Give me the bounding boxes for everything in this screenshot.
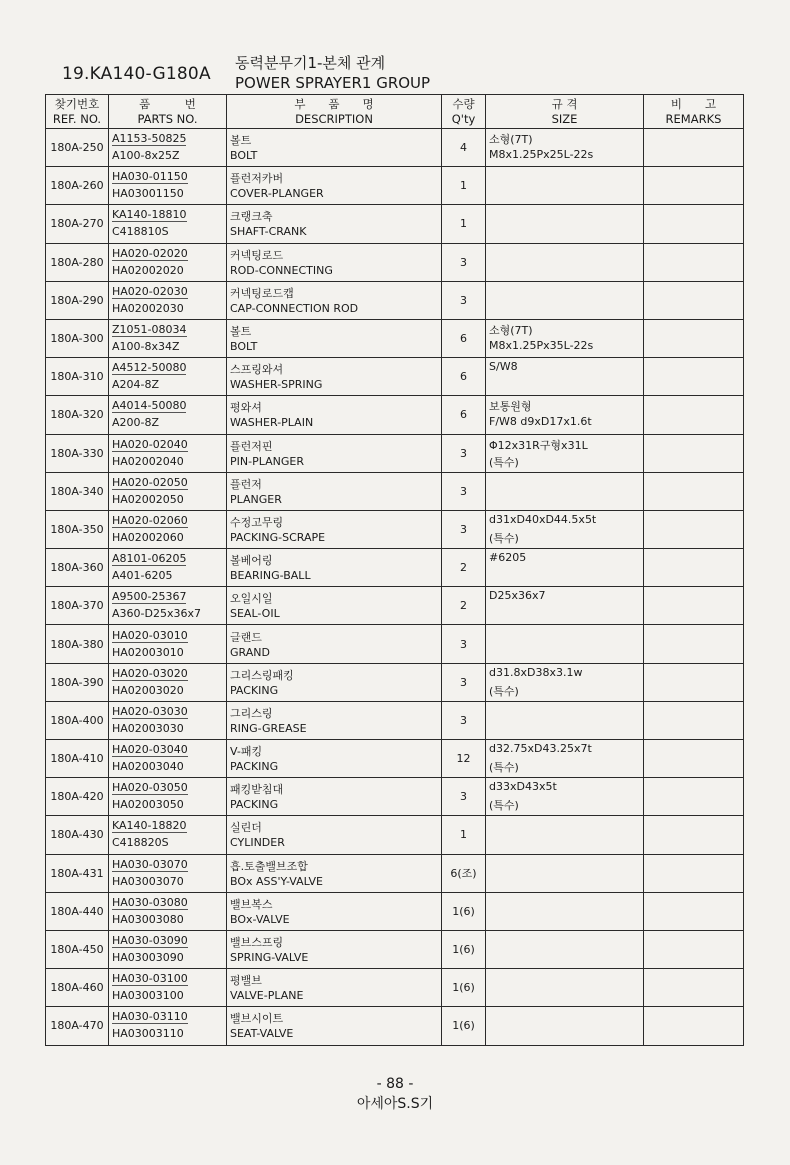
- description-english: PACKING: [230, 683, 279, 697]
- part-number-secondary: HA02003010: [112, 645, 184, 659]
- remarks: [644, 778, 744, 816]
- size: [486, 663, 644, 701]
- company-name: 아세아S.S기: [356, 1096, 434, 1112]
- ref-number: 180A-400: [46, 701, 109, 739]
- part-number: [109, 854, 227, 892]
- description-english: PACKING: [230, 798, 279, 812]
- part-number-primary: A4014-50080: [112, 399, 187, 413]
- table-row: [46, 740, 744, 778]
- part-number: [109, 625, 227, 663]
- description-english: CAP-CONNECTION ROD: [230, 301, 359, 315]
- quantity: 3: [442, 510, 486, 548]
- quantity: 1(6): [442, 930, 486, 968]
- column-header-quantity: 수량 Q'ty: [442, 95, 486, 129]
- part-number: [109, 587, 227, 625]
- size: [486, 129, 644, 167]
- quantity: 3: [442, 472, 486, 510]
- description: [227, 816, 442, 854]
- size: [486, 854, 644, 892]
- description-korean: 실린더: [230, 821, 262, 835]
- description-english: BOLT: [230, 149, 258, 163]
- size-line-1: 보통원형: [489, 400, 532, 414]
- part-number-secondary: A100-8x25Z: [112, 149, 180, 163]
- description-english: PACKING: [230, 760, 279, 774]
- remarks: [644, 396, 744, 434]
- part-number-primary: HA020-03040: [112, 743, 188, 757]
- part-number-primary: HA030-01150: [112, 170, 188, 184]
- description-korean: 볼트: [230, 134, 252, 148]
- part-number: [109, 816, 227, 854]
- table-row: [46, 663, 744, 701]
- table-row: [46, 396, 744, 434]
- part-number-primary: KA140-18810: [112, 208, 187, 222]
- remarks: [644, 854, 744, 892]
- description: [227, 778, 442, 816]
- description-korean: 그리스링패킹: [230, 668, 294, 682]
- ref-number: 180A-280: [46, 243, 109, 281]
- ref-number: 180A-320: [46, 396, 109, 434]
- size-line-2: (특수): [489, 761, 519, 775]
- part-number: [109, 281, 227, 319]
- part-number-secondary: HA02003020: [112, 683, 184, 697]
- description: [227, 319, 442, 357]
- description-korean: 그리스링: [230, 706, 273, 720]
- quantity: 3: [442, 663, 486, 701]
- column-header-size: 규 격 SIZE: [486, 95, 644, 129]
- description: [227, 358, 442, 396]
- description-english: WASHER-SPRING: [230, 378, 323, 392]
- remarks: [644, 243, 744, 281]
- quantity: 3: [442, 701, 486, 739]
- size: [486, 243, 644, 281]
- part-number-secondary: A401-6205: [112, 569, 173, 583]
- table-row: [46, 434, 744, 472]
- part-number: [109, 892, 227, 930]
- description-english: SHAFT-CRANK: [230, 225, 307, 239]
- part-number-primary: HA030-03110: [112, 1010, 188, 1024]
- quantity: 6: [442, 396, 486, 434]
- part-number-secondary: HA02003030: [112, 721, 184, 735]
- description: [227, 892, 442, 930]
- part-number: [109, 549, 227, 587]
- part-number: [109, 243, 227, 281]
- description: [227, 434, 442, 472]
- size: [486, 701, 644, 739]
- size: [486, 281, 644, 319]
- ref-number: 180A-410: [46, 740, 109, 778]
- description-english: PLANGER: [230, 492, 282, 506]
- table-row: [46, 930, 744, 968]
- quantity: 2: [442, 587, 486, 625]
- part-number-primary: HA020-02020: [112, 246, 188, 260]
- quantity: 3: [442, 243, 486, 281]
- size: [486, 778, 644, 816]
- table-row: [46, 549, 744, 587]
- part-number-primary: KA140-18820: [112, 819, 187, 833]
- size: [486, 549, 644, 587]
- size: [486, 1007, 644, 1045]
- part-number-primary: HA020-02050: [112, 475, 188, 489]
- size-line-2: (특수): [489, 455, 519, 469]
- size-line-1: D25x36x7: [489, 589, 546, 603]
- quantity: 1: [442, 816, 486, 854]
- remarks: [644, 129, 744, 167]
- group-title-korean: 동력분무기1-본체 관계: [235, 54, 386, 72]
- ref-number: 180A-390: [46, 663, 109, 701]
- description-english: VALVE-PLANE: [230, 989, 304, 1003]
- quantity: 1: [442, 167, 486, 205]
- table-row: [46, 587, 744, 625]
- part-number-primary: Z1051-08034: [112, 323, 187, 337]
- description-english: BEARING-BALL: [230, 569, 311, 583]
- part-number: [109, 205, 227, 243]
- size: [486, 510, 644, 548]
- size-line-1: S/W8: [489, 360, 518, 374]
- description-english: PIN-PLANGER: [230, 454, 304, 468]
- remarks: [644, 625, 744, 663]
- remarks: [644, 587, 744, 625]
- description: [227, 396, 442, 434]
- size: [486, 358, 644, 396]
- part-number: [109, 319, 227, 357]
- table-row: [46, 892, 744, 930]
- remarks: [644, 472, 744, 510]
- table-row: [46, 701, 744, 739]
- part-number: [109, 472, 227, 510]
- size-line-2: F/W8 d9xD17x1.6t: [489, 415, 592, 429]
- description: [227, 663, 442, 701]
- ref-number: 180A-360: [46, 549, 109, 587]
- part-number-primary: HA020-03050: [112, 781, 188, 795]
- part-number-secondary: C418820S: [112, 836, 169, 850]
- part-number: [109, 396, 227, 434]
- part-number-primary: HA020-02030: [112, 284, 188, 298]
- description-korean: 플런저핀: [230, 439, 273, 453]
- description-english: BOx-VALVE: [230, 912, 290, 926]
- remarks: [644, 549, 744, 587]
- part-number: [109, 1007, 227, 1045]
- ref-number: 180A-380: [46, 625, 109, 663]
- quantity: 4: [442, 129, 486, 167]
- part-number-primary: A1153-50825: [112, 132, 187, 146]
- table-row: [46, 1007, 744, 1045]
- remarks: [644, 892, 744, 930]
- column-header-part-number: 품 번 PARTS NO.: [109, 95, 227, 129]
- part-number-secondary: A100-8x34Z: [112, 340, 180, 354]
- description-korean: 글랜드: [230, 630, 262, 644]
- description-korean: 플런저: [230, 477, 262, 491]
- part-number-secondary: A204-8Z: [112, 378, 160, 392]
- description-english: PACKING-SCRAPE: [230, 530, 326, 544]
- ref-number: 180A-340: [46, 472, 109, 510]
- size: [486, 892, 644, 930]
- page-footer: [0, 1074, 790, 1114]
- size-line-1: 소형(7T): [489, 133, 533, 147]
- part-number-primary: A8101-06205: [112, 552, 187, 566]
- description: [227, 587, 442, 625]
- size-line-2: (특수): [489, 799, 519, 813]
- size: [486, 396, 644, 434]
- description: [227, 969, 442, 1007]
- part-number-secondary: HA03001150: [112, 187, 184, 201]
- description: [227, 510, 442, 548]
- table-row: [46, 969, 744, 1007]
- part-number-primary: A4512-50080: [112, 361, 187, 375]
- description-english: GRAND: [230, 645, 270, 659]
- description-korean: 커넥팅로드: [230, 248, 284, 262]
- model-title: 19.KA140-G180A: [62, 64, 211, 84]
- table-row: [46, 778, 744, 816]
- part-number-primary: HA030-03070: [112, 857, 188, 871]
- description-korean: 밸브시이트: [230, 1012, 284, 1026]
- part-number: [109, 510, 227, 548]
- size-line-1: d33xD43x5t: [489, 780, 557, 794]
- table-row: [46, 358, 744, 396]
- table-row: [46, 205, 744, 243]
- part-number-secondary: HA02003040: [112, 760, 184, 774]
- table-body: [46, 129, 744, 1046]
- table-row: [46, 243, 744, 281]
- remarks: [644, 663, 744, 701]
- ref-number: 180A-260: [46, 167, 109, 205]
- quantity: 1: [442, 205, 486, 243]
- part-number-primary: HA030-03080: [112, 895, 188, 909]
- quantity: 6: [442, 319, 486, 357]
- part-number-secondary: HA02002030: [112, 301, 184, 315]
- description: [227, 167, 442, 205]
- description-english: BOLT: [230, 340, 258, 354]
- size: [486, 969, 644, 1007]
- size: [486, 816, 644, 854]
- description-english: RING-GREASE: [230, 721, 307, 735]
- part-number: [109, 740, 227, 778]
- remarks: [644, 358, 744, 396]
- size: [486, 930, 644, 968]
- page-header: [62, 50, 742, 92]
- part-number-primary: HA020-03010: [112, 628, 188, 642]
- part-number: [109, 167, 227, 205]
- quantity: 12: [442, 740, 486, 778]
- remarks: [644, 930, 744, 968]
- description-korean: 밸브스프링: [230, 936, 284, 950]
- part-number: [109, 969, 227, 1007]
- description-korean: 밸브복스: [230, 897, 273, 911]
- description-korean: 평와셔: [230, 401, 262, 415]
- description-english: WASHER-PLAIN: [230, 416, 314, 430]
- table-row: [46, 319, 744, 357]
- table-row: [46, 510, 744, 548]
- size: [486, 472, 644, 510]
- description: [227, 549, 442, 587]
- ref-number: 180A-450: [46, 930, 109, 968]
- description: [227, 281, 442, 319]
- part-number-primary: HA020-02040: [112, 437, 188, 451]
- remarks: [644, 816, 744, 854]
- part-number-secondary: HA03003110: [112, 1027, 184, 1041]
- part-number: [109, 358, 227, 396]
- part-number-primary: HA030-03100: [112, 972, 188, 986]
- size-line-2: (특수): [489, 684, 519, 698]
- ref-number: 180A-270: [46, 205, 109, 243]
- size-line-2: M8x1.25Px35L-22s: [489, 339, 594, 353]
- quantity: 2: [442, 549, 486, 587]
- part-number-secondary: A200-8Z: [112, 416, 160, 430]
- remarks: [644, 969, 744, 1007]
- size: [486, 625, 644, 663]
- ref-number: 180A-300: [46, 319, 109, 357]
- ref-number: 180A-330: [46, 434, 109, 472]
- size-line-2: M8x1.25Px25L-22s: [489, 148, 594, 162]
- description-english: CYLINDER: [230, 836, 285, 850]
- ref-number: 180A-350: [46, 510, 109, 548]
- remarks: [644, 205, 744, 243]
- column-header-remarks: 비 고 REMARKS: [644, 95, 744, 129]
- part-number-primary: HA020-03020: [112, 666, 188, 680]
- size-line-1: Φ12x31R구형x31L: [489, 438, 588, 452]
- description-english: SEAL-OIL: [230, 607, 280, 621]
- part-number-primary: A9500-25367: [112, 590, 187, 604]
- size-line-1: d31xD40xD44.5x5t: [489, 512, 597, 526]
- quantity: 3: [442, 625, 486, 663]
- remarks: [644, 281, 744, 319]
- remarks: [644, 701, 744, 739]
- table-row: [46, 854, 744, 892]
- quantity: 1(6): [442, 892, 486, 930]
- part-number-secondary: HA02002060: [112, 530, 184, 544]
- quantity: 3: [442, 281, 486, 319]
- size-line-1: 소형(7T): [489, 324, 533, 338]
- ref-number: 180A-250: [46, 129, 109, 167]
- description-korean: 스프링와셔: [230, 363, 284, 377]
- table-row: [46, 816, 744, 854]
- description-korean: 커넥팅로드캡: [230, 286, 294, 300]
- size: [486, 587, 644, 625]
- part-number-secondary: HA02002020: [112, 263, 184, 277]
- column-header-description: 부 품 명 DESCRIPTION: [227, 95, 442, 129]
- table-row: [46, 625, 744, 663]
- size-line-1: d32.75xD43.25x7t: [489, 742, 592, 756]
- table-row: [46, 472, 744, 510]
- description-english: SEAT-VALVE: [230, 1027, 294, 1041]
- part-number-secondary: HA03003100: [112, 989, 184, 1003]
- size: [486, 205, 644, 243]
- remarks: [644, 510, 744, 548]
- quantity: 3: [442, 778, 486, 816]
- description-english: COVER-PLANGER: [230, 187, 324, 201]
- table-row: [46, 281, 744, 319]
- quantity: 6: [442, 358, 486, 396]
- remarks: [644, 434, 744, 472]
- description-korean: 볼트: [230, 325, 252, 339]
- ref-number: 180A-430: [46, 816, 109, 854]
- part-number: [109, 663, 227, 701]
- size: [486, 319, 644, 357]
- ref-number: 180A-290: [46, 281, 109, 319]
- quantity: 3: [442, 434, 486, 472]
- ref-number: 180A-370: [46, 587, 109, 625]
- part-number: [109, 930, 227, 968]
- size: [486, 167, 644, 205]
- part-number: [109, 129, 227, 167]
- description-korean: V-패킹: [230, 745, 263, 759]
- description: [227, 472, 442, 510]
- description-korean: 플런저카버: [230, 172, 284, 186]
- ref-number: 180A-470: [46, 1007, 109, 1045]
- column-header-ref: 찾기번호 REF. NO.: [46, 95, 109, 129]
- size-line-1: d31.8xD38x3.1w: [489, 665, 583, 679]
- part-number: [109, 778, 227, 816]
- page-number: - 88 -: [376, 1076, 414, 1092]
- description: [227, 129, 442, 167]
- part-number-secondary: HA02002050: [112, 492, 184, 506]
- size-line-2: (특수): [489, 531, 519, 545]
- ref-number: 180A-310: [46, 358, 109, 396]
- ref-number: 180A-460: [46, 969, 109, 1007]
- remarks: [644, 319, 744, 357]
- size: [486, 740, 644, 778]
- ref-number: 180A-440: [46, 892, 109, 930]
- description: [227, 625, 442, 663]
- part-number-secondary: HA02002040: [112, 454, 184, 468]
- part-number-secondary: HA03003090: [112, 951, 184, 965]
- size: [486, 434, 644, 472]
- quantity: 1(6): [442, 1007, 486, 1045]
- description-korean: 평밸브: [230, 974, 262, 988]
- description: [227, 854, 442, 892]
- part-number-secondary: HA03003070: [112, 874, 184, 888]
- part-number-primary: HA020-02060: [112, 513, 188, 527]
- group-title-english: POWER SPRAYER1 GROUP: [235, 74, 431, 92]
- description: [227, 1007, 442, 1045]
- ref-number: 180A-420: [46, 778, 109, 816]
- ref-number: 180A-431: [46, 854, 109, 892]
- part-number-secondary: HA03003080: [112, 912, 184, 926]
- quantity: 6(조): [442, 854, 486, 892]
- part-number: [109, 434, 227, 472]
- table-header: [46, 95, 744, 129]
- parts-table: [45, 94, 744, 1046]
- table-row: [46, 167, 744, 205]
- description-korean: 흡.토출밸브조합: [230, 859, 308, 873]
- description: [227, 205, 442, 243]
- remarks: [644, 1007, 744, 1045]
- description-korean: 크랭크축: [230, 210, 273, 224]
- remarks: [644, 740, 744, 778]
- description-english: BOx ASS'Y-VALVE: [230, 874, 324, 888]
- table-row: [46, 129, 744, 167]
- description-korean: 오일시일: [230, 592, 273, 606]
- part-number-secondary: A360-D25x36x7: [112, 607, 201, 621]
- part-number-primary: HA020-03030: [112, 704, 188, 718]
- description-korean: 패킹받침대: [230, 783, 284, 797]
- description: [227, 740, 442, 778]
- description-english: ROD-CONNECTING: [230, 263, 333, 277]
- description-korean: 수정고무링: [230, 515, 284, 529]
- part-number-secondary: C418810S: [112, 225, 169, 239]
- quantity: 1(6): [442, 969, 486, 1007]
- part-number-primary: HA030-03090: [112, 934, 188, 948]
- description-korean: 볼베어링: [230, 554, 273, 568]
- description: [227, 243, 442, 281]
- part-number-secondary: HA02003050: [112, 798, 184, 812]
- part-number: [109, 701, 227, 739]
- description-english: SPRING-VALVE: [230, 951, 309, 965]
- description: [227, 701, 442, 739]
- remarks: [644, 167, 744, 205]
- size-line-1: #6205: [489, 551, 527, 565]
- description: [227, 930, 442, 968]
